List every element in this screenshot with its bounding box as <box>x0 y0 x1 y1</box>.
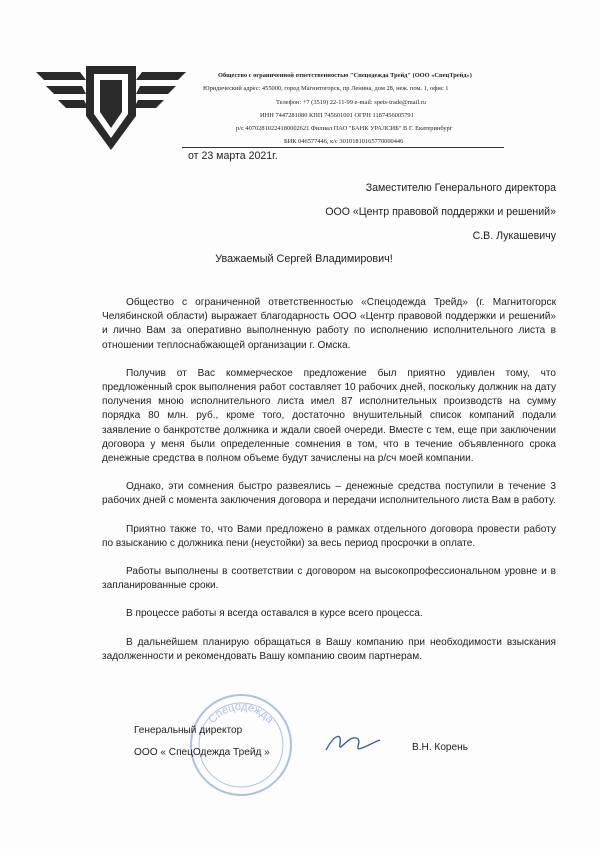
letterhead-bik: БИК 046577446, к/с 30101810165770000446 <box>284 138 404 146</box>
letter-body <box>102 296 556 678</box>
body-paragraph: В процессе работы я всегда оставался в курсе всего процесса. <box>126 608 423 620</box>
letter-date: от 23 марта 2021г. <box>188 150 278 162</box>
signatory-name: В.Н. Корень <box>412 742 468 753</box>
signatory-company: ООО « СпецОдежда Трейд » <box>134 747 270 758</box>
handwritten-signature-icon <box>322 728 382 758</box>
letterhead-phone: Телефон: +7 (3519) 22-11-99 e-mail: spets-trade@mail.ru <box>276 98 427 106</box>
company-logo-icon <box>36 60 186 155</box>
body-paragraph: Однако, эти сомнения быстро развеялись – денежные средства поступили в течение 3 рабочих дней с момента заключения договора и передачи исполнительного листа Вам в работу. <box>102 481 556 507</box>
body-paragraph: Приятно также то, что Вами предложено в рамках отдельного договора провести работу по взысканию с должника пени (неустойки) за весь период просрочки в оплате. <box>102 523 556 549</box>
addressee-organization: ООО «Центр правовой поддержки и решений» <box>325 206 556 218</box>
stamp-text: Спецодежда <box>206 700 276 726</box>
body-paragraph: Получив от Вас коммерческое предложение был приятно удивлен тому, что предложенный срок выполнения работ составляет 10 рабочих дней, поскольку должник на дату получения мною исполнительного листа имел 87 исполнительных производств на сумму порядка 80 млн. руб., кроме того, достаточно внушительный список компаний подали заявление о банкротстве должника и ждали своей очереди. Вместе с тем, еще при заключении договора у меня были определенные сомнения в том, что в течение объявленного срока денежные средства в полном объеме будут зачислены на р/сч моей компании. <box>102 367 556 465</box>
letterhead-company: Общество с ограниченной ответственностью "Спецодежда Трейд" (ООО «СпецТрейд») <box>218 72 472 79</box>
signature-block <box>134 720 270 764</box>
body-paragraph: Общество с ограниченной ответственностью «Спецодежда Трейд» (г. Магнитогорск Челябинской области) выражает благодарность ООО «Центр правовой поддержки и решений» и лично Вам за оперативно выполненную работу по исполнению исполнительного листа в отношении теплоснабжающей организации г. Омска. <box>102 297 556 351</box>
letterhead <box>200 69 560 149</box>
addressee-position: Заместителю Генерального директора <box>365 182 556 194</box>
body-paragraph: В дальнейшем планирую обращаться в Вашу компанию при необходимости взыскания задолженности и рекомендовать Вашу компанию своим партнерам. <box>102 636 556 662</box>
letterhead-bank-account: р/с 40702810224180002621 Филиал ПАО "БАНК УРАЛСИБ" В Г. Екатеринбург <box>236 125 453 133</box>
salutation: Уважаемый Сергей Владимирович! <box>215 253 393 265</box>
addressee-block <box>325 176 556 248</box>
body-paragraph: Работы выполнены в соответствии с договором на высокопрофессиональном уровне и в запланированные сроки. <box>102 566 556 592</box>
letterhead-address: Юридический адрес: 455000, город Магнитогорск, пр Ленина, дом 28, неж. пом. 1, офис 1 <box>203 85 449 93</box>
letterhead-divider <box>182 147 504 148</box>
signatory-position: Генеральный директор <box>134 725 243 736</box>
letterhead-registration: ИНН 7447281080 КПП 745601001 ОГРН 1187456005791 <box>260 111 414 119</box>
addressee-name: С.В. Лукашевичу <box>472 230 556 242</box>
